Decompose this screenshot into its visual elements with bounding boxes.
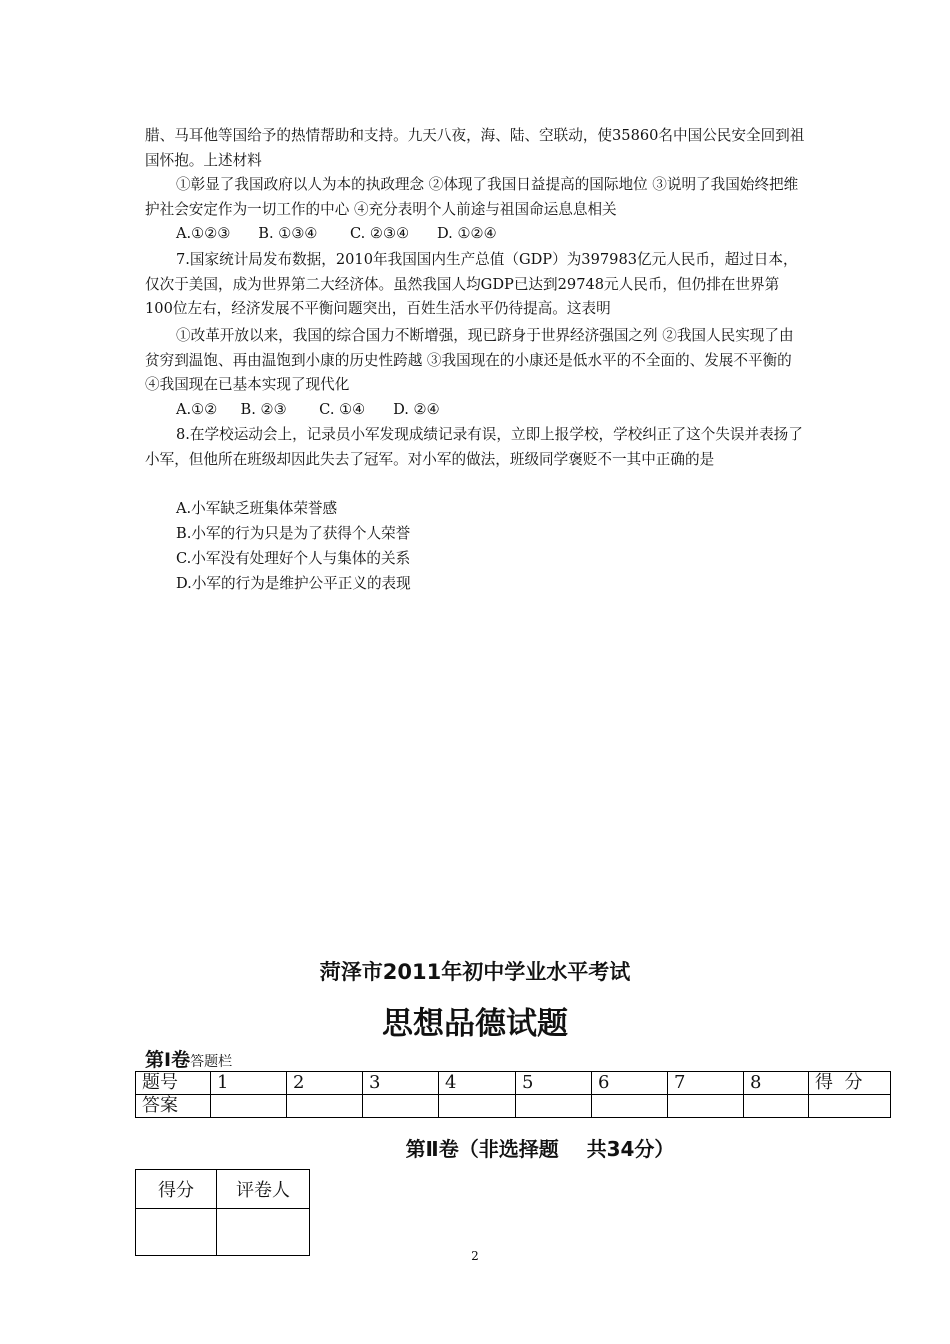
answer-table-row-label: 答案 [136, 1095, 211, 1118]
answer-cell[interactable] [744, 1095, 809, 1118]
question-8: 8.在学校运动会上，记录员小军发现成绩记录有误，立即上报学校，学校纠正了这个失误并表扬了小军，但他所在班级却因此失去了冠军。对小军的做法，班级同学褒贬不一其中正确的是 [145, 426, 803, 468]
answer-table-cell: 8 [744, 1072, 809, 1095]
answer-table-cell: 6 [592, 1072, 668, 1095]
answer-table-cell: 5 [516, 1072, 592, 1095]
score-table-header-score: 得分 [136, 1170, 217, 1209]
question-8-option-a: A.小军缺乏班集体荣誉感 [176, 500, 338, 517]
answer-table-cell: 1 [211, 1072, 287, 1095]
answer-cell[interactable] [363, 1095, 439, 1118]
question-6-continued: 腊、马耳他等国给予的热情帮助和支持。九天八夜，海、陆、空联动，使35860名中国公民安全回到祖国怀抱。上述材料 [145, 127, 805, 169]
answer-table-header-row [136, 1072, 891, 1095]
answer-cell[interactable] [516, 1095, 592, 1118]
section-2-heading: 第Ⅱ卷（非选择题 共34分） [405, 1137, 675, 1161]
question-7-statements: ①改革开放以来，我国的综合国力不断增强，现已跻身于世界经济强国之列 ②我国人民实现了由贫穷到温饱、再由温饱到小康的历史性跨越 ③我国现在的小康还是低水平的不全面的、发展不平衡的 ④我国现在已基本实现了现代化 [145, 327, 794, 394]
answer-table-score-header: 得 分 [809, 1072, 891, 1095]
question-8-option-c: C.小军没有处理好个人与集体的关系 [176, 550, 411, 567]
question-8-option-b: B.小军的行为只是为了获得个人荣誉 [176, 525, 411, 542]
question-8-option-d: D.小军的行为是维护公平正义的表现 [176, 575, 411, 592]
answer-table [135, 1071, 891, 1118]
question-6-statements: ①彰显了我国政府以人为本的执政理念 ②体现了我国日益提高的国际地位 ③说明了我国始终把维护社会安定作为一切工作的中心 ④充分表明个人前途与祖国命运息息相关 [145, 176, 799, 218]
section-1-heading [145, 1045, 232, 1072]
question-7: 7.国家统计局发布数据，2010年我国国内生产总值（GDP）为397983亿元人民币，超过日本，仅次于美国，成为世界第二大经济体。虽然我国人均GDP已达到29748元人民币，但仍排在世界第100位左右，经济发展不平衡问题突出，百姓生活水平仍待提高。这表明 [145, 251, 798, 318]
score-cell[interactable] [809, 1095, 891, 1118]
answer-table-answer-row [136, 1095, 891, 1118]
answer-cell[interactable] [439, 1095, 516, 1118]
answer-cell[interactable] [668, 1095, 744, 1118]
answer-table-cell: 2 [287, 1072, 363, 1095]
exam-subject-title: 思想品德试题 [382, 1006, 568, 1042]
question-6-options: A.①②③ B. ①③④ C. ②③④ D. ①②④ [176, 225, 497, 242]
answer-cell[interactable] [592, 1095, 668, 1118]
answer-table-cell: 3 [363, 1072, 439, 1095]
score-table-header-grader: 评卷人 [217, 1170, 310, 1209]
section-1-sublabel: 答题栏 [190, 1054, 233, 1070]
answer-table-cell: 7 [668, 1072, 744, 1095]
question-7-options: A.①② B. ②③ C. ①④ D. ②④ [176, 401, 440, 418]
exam-title: 菏泽市2011年初中学业水平考试 [319, 960, 631, 984]
page-number: 2 [471, 1249, 479, 1263]
score-table [135, 1169, 310, 1256]
answer-table-cell: 4 [439, 1072, 516, 1095]
answer-cell[interactable] [287, 1095, 363, 1118]
answer-cell[interactable] [211, 1095, 287, 1118]
answer-table-cell: 题号 [136, 1072, 211, 1095]
section-1-label: 第Ⅰ卷 [145, 1049, 191, 1071]
